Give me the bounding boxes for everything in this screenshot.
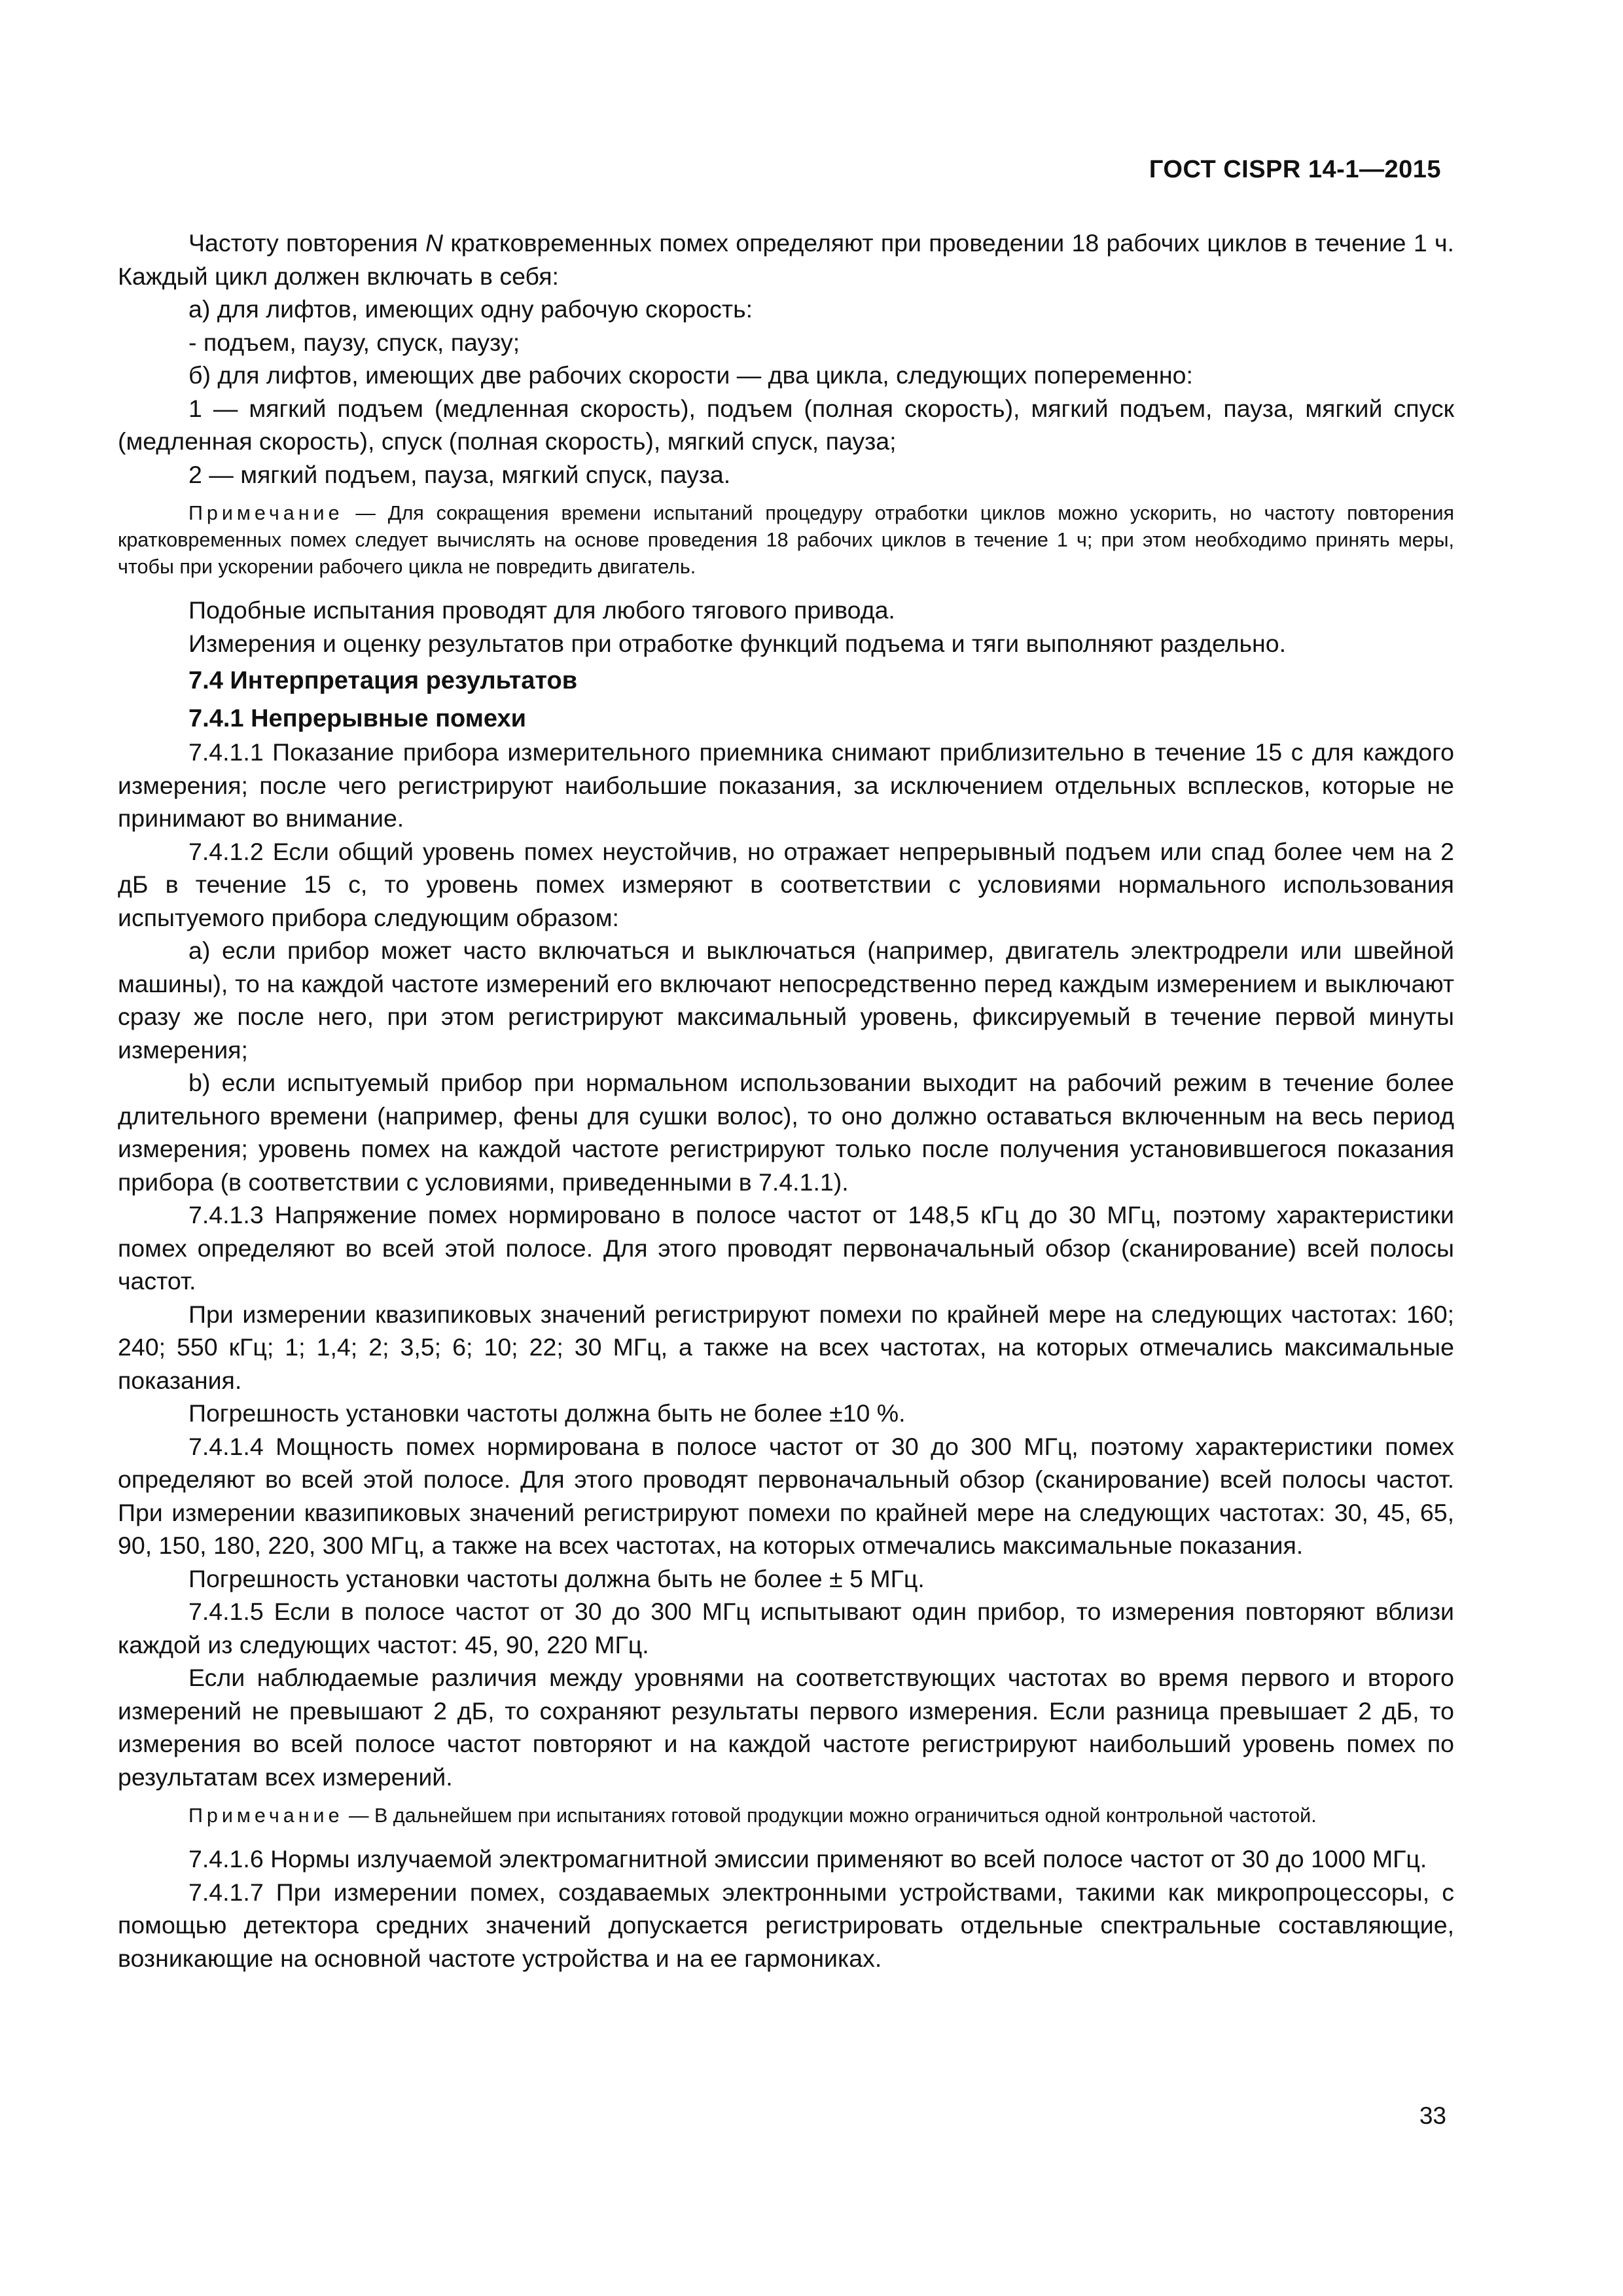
section-heading-7-4-1: 7.4.1 Непрерывные помехи (188, 705, 526, 732)
clause-7-4-1-3-tolerance: Погрешность установки частоты должна быть не более ±10 %. (188, 1399, 906, 1427)
intro-text-start: Частоту повторения (188, 229, 425, 257)
note-1-lead: Примечание (188, 502, 344, 524)
note-1-text: — Для сокращения времени испытаний процедуру отработки циклов можно ускорить, но частоту повторения кратковременных помех следует вычислять на основе проведения 18 рабочих циклов в течение 1 ч; при этом необходимо принять меры, чтобы при ускорении рабочего цикла не повредить двигатель. (118, 502, 1454, 578)
cycle-2: 2 — мягкий подъем, пауза, мягкий спуск, пауза. (188, 460, 731, 488)
document-code-header: ГОСТ CISPR 14-1—2015 (1149, 156, 1441, 183)
variable-n: N (425, 229, 444, 257)
similar-tests-paragraph: Подобные испытания проводят для любого тягового привода. (188, 596, 895, 624)
note-2 (118, 1803, 1454, 1829)
section-heading-7-4: 7.4 Интерпретация результатов (188, 667, 578, 694)
clause-7-4-1-4: 7.4.1.4 Мощность помех нормирована в полосе частот от 30 до 300 МГц, поэтому характеристики помех определяют во всей этой полосе. Для этого проводят первоначальный обзор (сканирование) всей полосы частот. При измерении квазипиковых значений регистрируют помехи по крайней мере на следующих частотах: 30, 45, 65, 90, 150, 180, 220, 300 МГц, а также на всех частотах, на которых отмечались максимальные показания. (118, 1432, 1454, 1559)
intro-paragraph (118, 226, 1454, 293)
list-item-dash: - подъем, паузу, спуск, паузу; (188, 328, 520, 356)
page-number: 33 (1419, 2102, 1446, 2129)
clause-7-4-1-1: 7.4.1.1 Показание прибора измерительного приемника снимают приблизительно в течение 15 с для каждого измерения; после чего регистрируют наибольшие показания, за исключением отдельных всплесков, которые не принимают во внимание. (118, 738, 1454, 832)
clause-7-4-1-5: 7.4.1.5 Если в полосе частот от 30 до 300 МГц испытывают один прибор, то измерения повторяют вблизи каждой из следующих частот: 45, 90, 220 МГц. (118, 1598, 1454, 1659)
clause-7-4-1-3-quasi-peak: При измерении квазипиковых значений регистрируют помехи по крайней мере на следующих частотах: 160; 240; 550 кГц; 1; 1,4; 2; 3,5; 6; 10; 22; 30 МГц, а также на всех частотах, на которых отмечались максимальные показания. (118, 1300, 1454, 1394)
clause-7-4-1-7: 7.4.1.7 При измерении помех, создаваемых электронными устройствами, такими как микропроцессоры, с помощью детектора средних значений допускается регистрировать отдельные спектральные составляющие, возникающие на основной частоте устройства и на ее гармониках. (118, 1878, 1454, 1972)
note-2-text: — В дальнейшем при испытаниях готовой продукции можно ограничиться одной контрольной частотой. (343, 1804, 1317, 1827)
clause-7-4-1-6: 7.4.1.6 Нормы излучаемой электромагнитной эмиссии применяют во всей полосе частот от 30 до 1000 МГц. (188, 1845, 1427, 1873)
separate-measurements-paragraph: Измерения и оценку результатов при отработке функций подъема и тяги выполняют раздельно. (188, 629, 1287, 657)
note-2-lead: Примечание (188, 1804, 344, 1827)
list-item-b: б) для лифтов, имеющих две рабочих скорости — два цикла, следующих попеременно: (188, 361, 1193, 389)
clause-7-4-1-4-tolerance: Погрешность установки частоты должна быть не более ± 5 МГц. (188, 1564, 925, 1592)
list-item-a: а) для лифтов, имеющих одну рабочую скорость: (188, 295, 753, 323)
page-content (118, 226, 1454, 1975)
clause-7-4-1-2-a: а) если прибор может часто включаться и выключаться (например, двигатель электродрели или швейной машины), то на каждой частоте измерений его включают непосредственно перед каждым измерением и выключают сразу же после него, при этом регистрируют максимальный уровень, фиксируемый в течение первой минуты измерения; (118, 937, 1454, 1064)
clause-7-4-1-3: 7.4.1.3 Напряжение помех нормировано в полосе частот от 148,5 кГц до 30 МГц, поэтому характеристики помех определяют во всей этой полосе. Для этого проводят первоначальный обзор (сканирование) всей полосы частот. (118, 1201, 1454, 1295)
note-1 (118, 500, 1454, 581)
clause-7-4-1-2-b: b) если испытуемый прибор при нормальном использовании выходит на рабочий режим в течение более длительного времени (например, фены для сушки волос), то оно должно оставаться включенным на весь период измерения; уровень помех на каждой частоте регистрируют только после получения установившегося показания прибора (в соответствии с условиями, приведенными в 7.4.1.1). (118, 1069, 1454, 1196)
clause-7-4-1-2: 7.4.1.2 Если общий уровень помех неустойчив, но отражает непрерывный подъем или спад более чем на 2 дБ в течение 15 с, то уровень помех измеряют в соответствии с условиями нормального использования испытуемого прибора следующим образом: (118, 837, 1454, 931)
clause-7-4-1-5-differences: Если наблюдаемые различия между уровнями на соответствующих частотах во время первого и второго измерений не превышают 2 дБ, то сохраняют результаты первого измерения. Если разница превышает 2 дБ, то измерения во всей полосе частот повторяют и на каждой частоте регистрируют наибольший уровень помех по результатам всех измерений. (118, 1664, 1454, 1791)
intro-text-end: кратковременных помех определяют при проведении 18 рабочих циклов в течение 1 ч. Каждый цикл должен включать в себя: (118, 229, 1454, 290)
cycle-1: 1 — мягкий подъем (медленная скорость), подъем (полная скорость), мягкий подъем, пауза, мягкий спуск (медленная скорость), спуск (полная скорость), мягкий спуск, пауза; (118, 394, 1454, 455)
